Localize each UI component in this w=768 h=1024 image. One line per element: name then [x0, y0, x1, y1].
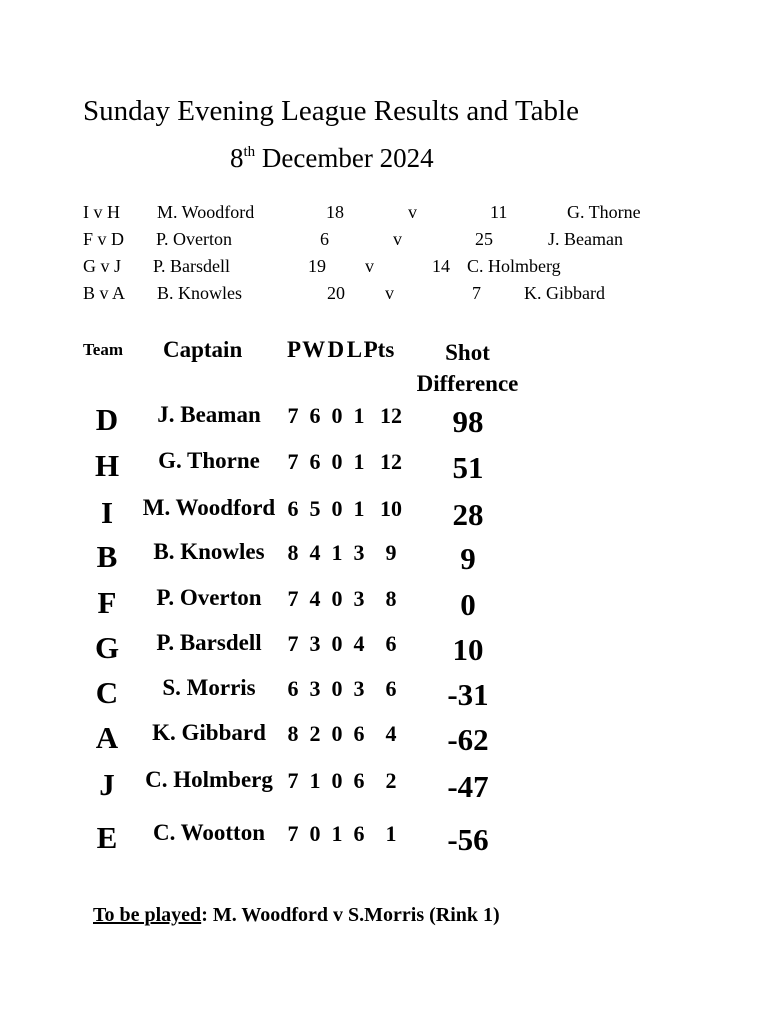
played: 7 — [287, 768, 299, 793]
points: 8 — [385, 586, 397, 611]
result-home-score: 19 — [308, 256, 326, 276]
team-letter: G — [94, 630, 120, 665]
shot-difference: 28 — [452, 497, 484, 532]
points: 12 — [380, 403, 402, 428]
date-rest: December 2024 — [261, 143, 434, 173]
result-fixture: B v A — [83, 283, 126, 303]
won: 4 — [309, 586, 321, 611]
points: 10 — [380, 496, 402, 521]
lost: 1 — [353, 496, 365, 521]
captain-name: C. Wootton — [152, 820, 266, 845]
date-day: 8 — [230, 143, 244, 173]
played: 7 — [287, 403, 299, 428]
drawn: 0 — [331, 631, 343, 656]
drawn: 1 — [331, 540, 343, 565]
won: 4 — [309, 540, 321, 565]
result-versus: v — [385, 283, 394, 303]
points: 6 — [385, 676, 397, 701]
header-shot-difference — [410, 337, 525, 399]
team-letter: B — [96, 539, 118, 574]
table-row — [0, 675, 768, 719]
upcoming-fixture — [93, 904, 500, 927]
table-row — [0, 495, 768, 539]
date-suffix: th — [243, 144, 256, 160]
team-letter: F — [97, 585, 117, 620]
table-row — [0, 767, 768, 811]
header-difference: Difference — [416, 371, 519, 396]
lost: 3 — [353, 586, 365, 611]
header-shot: Shot — [445, 340, 490, 365]
points: 1 — [385, 821, 397, 846]
lost: 1 — [353, 403, 365, 428]
won: 6 — [309, 403, 321, 428]
lost: 6 — [353, 821, 365, 846]
result-away-score: 14 — [432, 256, 450, 276]
drawn: 0 — [331, 496, 343, 521]
result-fixture: I v H — [83, 202, 120, 222]
table-row — [0, 402, 768, 446]
captain-name: J. Beaman — [157, 402, 261, 427]
drawn: 0 — [331, 586, 343, 611]
result-home-captain: P. Overton — [156, 229, 232, 249]
upcoming-label: To be played — [93, 904, 202, 926]
result-home-captain: P. Barsdell — [153, 256, 231, 276]
shot-difference: 98 — [452, 404, 484, 439]
header-pwdl-pts: P W D L Pts — [287, 337, 395, 362]
result-home-score: 20 — [327, 283, 345, 303]
upcoming-text: : M. Woodford v S.Morris (Rink 1) — [201, 904, 500, 926]
drawn: 0 — [331, 721, 343, 746]
points: 2 — [385, 768, 397, 793]
result-versus: v — [393, 229, 402, 249]
shot-difference: 9 — [460, 541, 476, 576]
result-away-score: 11 — [490, 202, 508, 222]
table-row — [0, 585, 768, 629]
points: 6 — [385, 631, 397, 656]
team-letter: D — [95, 402, 119, 437]
won: 3 — [309, 676, 321, 701]
team-letter: I — [100, 495, 114, 530]
result-home-score: 18 — [326, 202, 344, 222]
played: 8 — [287, 721, 299, 746]
lost: 3 — [353, 540, 365, 565]
table-row — [0, 539, 768, 583]
result-away-captain: K. Gibbard — [524, 283, 605, 303]
table-row — [0, 448, 768, 492]
lost: 3 — [353, 676, 365, 701]
table-row — [0, 720, 768, 764]
result-away-captain: J. Beaman — [548, 229, 623, 249]
captain-name: P. Overton — [156, 585, 262, 610]
played: 7 — [287, 631, 299, 656]
table-row — [0, 630, 768, 674]
result-fixture: G v J — [83, 256, 122, 276]
team-letter: J — [99, 767, 115, 802]
points: 9 — [385, 540, 397, 565]
won: 2 — [309, 721, 321, 746]
captain-name: C. Holmberg — [145, 767, 273, 792]
team-letter: H — [94, 448, 120, 483]
result-versus: v — [408, 202, 417, 222]
lost: 1 — [353, 449, 365, 474]
table-row — [0, 820, 768, 864]
points: 4 — [385, 721, 397, 746]
played: 7 — [287, 449, 299, 474]
drawn: 0 — [331, 676, 343, 701]
result-home-score: 6 — [320, 229, 329, 249]
result-away-captain: G. Thorne — [567, 202, 641, 222]
played: 6 — [287, 676, 299, 701]
won: 0 — [309, 821, 321, 846]
drawn: 0 — [331, 449, 343, 474]
header-captain: Captain — [163, 337, 243, 362]
captain-name: B. Knowles — [153, 539, 265, 564]
page-title: Sunday Evening League Results and Table — [83, 95, 579, 127]
result-away-score: 25 — [475, 229, 493, 249]
shot-difference: -47 — [447, 769, 489, 804]
captain-name: M. Woodford — [142, 495, 276, 520]
drawn: 0 — [331, 768, 343, 793]
shot-difference: -56 — [447, 822, 489, 857]
captain-name: G. Thorne — [158, 448, 260, 473]
played: 6 — [287, 496, 299, 521]
team-letter: C — [95, 675, 119, 710]
captain-name: K. Gibbard — [152, 720, 266, 745]
result-away-score: 7 — [472, 283, 481, 303]
lost: 6 — [353, 768, 365, 793]
page-date — [230, 143, 434, 174]
header-team: Team — [83, 340, 123, 359]
points: 12 — [380, 449, 402, 474]
played: 7 — [287, 821, 299, 846]
captain-name: P. Barsdell — [156, 630, 262, 655]
won: 1 — [309, 768, 321, 793]
result-away-captain: C. Holmberg — [467, 256, 561, 276]
won: 6 — [309, 449, 321, 474]
shot-difference: 10 — [452, 632, 484, 667]
shot-difference: -62 — [447, 722, 489, 757]
drawn: 0 — [331, 403, 343, 428]
shot-difference: 0 — [460, 587, 476, 622]
team-letter: A — [95, 720, 119, 755]
result-home-captain: M. Woodford — [157, 202, 255, 222]
played: 7 — [287, 586, 299, 611]
shot-difference: 51 — [452, 450, 484, 485]
result-versus: v — [365, 256, 374, 276]
won: 3 — [309, 631, 321, 656]
lost: 6 — [353, 721, 365, 746]
drawn: 1 — [331, 821, 343, 846]
captain-name: S. Morris — [162, 675, 256, 700]
result-home-captain: B. Knowles — [157, 283, 242, 303]
team-letter: E — [96, 820, 118, 855]
shot-difference: -31 — [447, 677, 489, 712]
result-fixture: F v D — [83, 229, 125, 249]
played: 8 — [287, 540, 299, 565]
won: 5 — [309, 496, 321, 521]
lost: 4 — [353, 631, 365, 656]
